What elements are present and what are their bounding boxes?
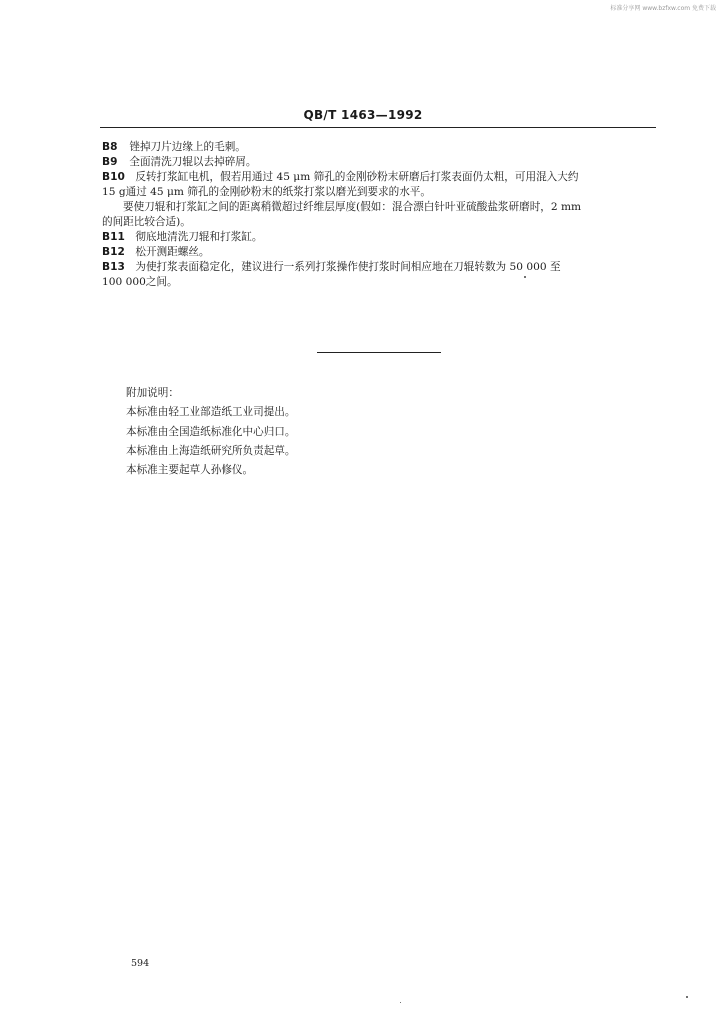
item-b11 (102, 230, 658, 245)
notes-line: 本标准主要起草人孙修仪。 (126, 464, 254, 477)
item-label: B11 (102, 231, 125, 243)
item-b8 (102, 140, 658, 155)
item-label: B13 (102, 261, 125, 273)
item-b13-continued: 100 000之间。 (102, 276, 178, 288)
item-text: 松开测距螺丝。 (135, 246, 210, 258)
item-b10 (102, 170, 658, 185)
speck-mark (686, 996, 688, 998)
item-b13 (102, 260, 658, 275)
paragraph-line: 的间距比较合适)。 (102, 216, 191, 228)
item-label: B8 (102, 141, 118, 153)
item-b9 (102, 155, 658, 170)
item-text: 全面清洗刀辊以去掉碎屑。 (129, 156, 257, 168)
item-text: 彻底地清洗刀辊和打浆缸。 (135, 231, 263, 243)
section-divider (317, 352, 441, 353)
notes-line: 本标准由轻工业部造纸工业司提出。 (126, 406, 296, 419)
watermark-text: 标准分享网 www.bzfxw.com 免费下载 (610, 5, 716, 12)
item-text: 反转打浆缸电机，假若用通过 45 μm 筛孔的金刚砂粉末研磨后打浆表面仍太粗，可用混入大约 (135, 171, 579, 183)
item-label: B9 (102, 156, 118, 168)
item-label: B12 (102, 246, 125, 258)
body-section (102, 140, 658, 290)
paragraph-line: 要使刀辊和打浆缸之间的距离稍微超过纤维层厚度(假如：混合漂白针叶亚硫酸盐浆研磨时，2 mm (123, 201, 582, 213)
notes-line: 本标准由全国造纸标准化中心归口。 (126, 425, 296, 438)
item-label: B10 (102, 171, 125, 183)
standard-code-header: QB/T 1463—1992 (303, 108, 423, 122)
item-text: 为使打浆表面稳定化，建议进行一系列打浆操作使打浆时间相应地在刀辊转数为 50 000 至 (135, 261, 561, 273)
page-number: 594 (131, 958, 150, 969)
speck-mark (400, 1002, 401, 1003)
item-text: 锉掉刀片边缘上的毛刺。 (129, 141, 246, 153)
notes-line: 本标准由上海造纸研究所负责起草。 (126, 444, 296, 457)
item-b10-continued: 15 g通过 45 μm 筛孔的金刚砂粉末的纸浆打浆以磨光到要求的水平。 (102, 186, 431, 198)
notes-title: 附加说明： (126, 387, 179, 399)
item-b12 (102, 245, 658, 260)
additional-notes (126, 384, 296, 480)
header-rule (100, 127, 656, 128)
speck-mark (524, 276, 526, 278)
